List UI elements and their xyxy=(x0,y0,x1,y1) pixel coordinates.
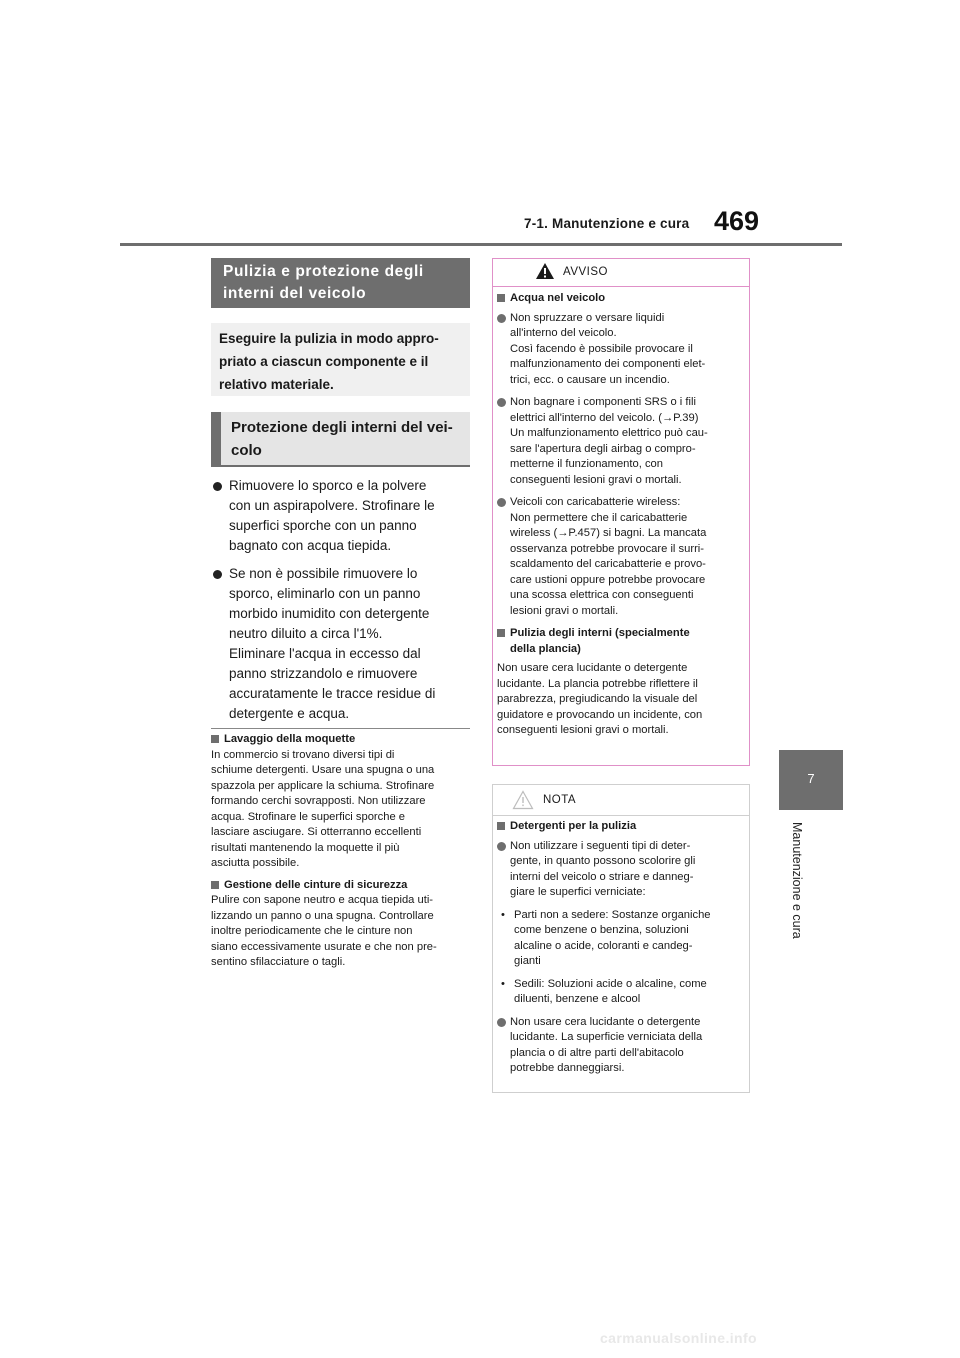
warning-line: osservanza potrebbe provocare il surri- xyxy=(510,542,705,555)
warning-subtitle-text: della plancia) xyxy=(510,642,581,655)
square-bullet-icon xyxy=(497,294,505,302)
note-line: Sedili: Soluzioni acide o alcaline, come xyxy=(514,977,707,990)
warning-subtitle-text: Pulizia degli interni (specialmente xyxy=(510,627,690,639)
bullet-line: Rimuovere lo sporco e la polvere xyxy=(229,478,427,493)
intro-line: relativo materiale. xyxy=(219,377,334,392)
square-bullet-icon xyxy=(497,629,505,637)
note-content xyxy=(497,819,745,1084)
list-item xyxy=(497,977,745,1008)
note-line: interni del veicolo o striare e danneg- xyxy=(510,870,694,883)
bullet-icon xyxy=(497,314,506,323)
warning-line: trici, ecc. o causare un incendio. xyxy=(510,373,670,386)
note-line: potrebbe danneggiarsi. xyxy=(510,1062,625,1074)
warning-line: una scossa elettrica con conseguenti xyxy=(510,589,694,601)
note-line: asciutta possibile. xyxy=(211,857,300,869)
divider xyxy=(211,728,470,729)
note-header xyxy=(493,785,749,816)
chapter-side-label xyxy=(776,822,836,1042)
note-line: lizzando un panno o una spugna. Controllare xyxy=(211,909,434,922)
bullet-line: Se non è possibile rimuovere lo xyxy=(229,566,418,581)
dash-bullet: • xyxy=(501,977,505,990)
note-line: gente, in quanto possono scolorire gli xyxy=(510,855,696,867)
note-line: risultati mantenendo la moquette il più xyxy=(211,841,400,854)
note-line: plancia o di altre parti dell'abitacolo xyxy=(510,1046,684,1059)
bullet-icon xyxy=(213,482,222,491)
note-subtitle-text: Detergenti per la pulizia xyxy=(510,820,637,832)
note-title xyxy=(211,878,471,894)
warning-paragraph xyxy=(497,661,745,739)
warning-line: Così facendo è possibile provocare il xyxy=(510,342,693,355)
note-line: lucidante. La superficie verniciata della xyxy=(510,1031,703,1043)
main-heading-line: interni del veicolo xyxy=(223,285,367,302)
sub-heading-line: colo xyxy=(231,442,262,459)
list-item xyxy=(213,564,471,724)
bullet-line: accuratamente le tracce residue di xyxy=(229,686,436,701)
dash-bullet: • xyxy=(501,908,505,921)
note-line: lasciare asciugare. Si otterranno eccellenti xyxy=(211,826,422,838)
note-line: Non usare cera lucidante o detergente xyxy=(510,1015,701,1028)
warning-line: Non bagnare i componenti SRS o i fili xyxy=(510,396,696,408)
note-line: Non utilizzare i seguenti tipi di deter- xyxy=(510,839,691,852)
note-line: formando cerchi sovrapposti. Non utilizzare xyxy=(211,795,426,807)
warning-label: AVVISO xyxy=(563,266,608,278)
sub-heading-line: Protezione degli interni del vei- xyxy=(231,419,453,436)
watermark-text: carmanualsonline.info xyxy=(600,1330,757,1346)
bullet-line: Eliminare l'acqua in eccesso dal xyxy=(229,646,421,661)
bullet-line: sporco, eliminarlo con un panno xyxy=(229,586,421,601)
list-item xyxy=(497,495,745,619)
warning-header xyxy=(493,259,749,287)
page-number: 469 xyxy=(714,206,760,236)
warning-subtitle-text: Acqua nel veicolo xyxy=(510,292,606,304)
note-title-text: Lavaggio della moquette xyxy=(224,733,356,745)
intro-line: priato a ciascun componente e il xyxy=(219,354,429,369)
warning-line: conseguenti lesioni gravi o mortali. xyxy=(497,724,669,736)
section-title: 7-1. Manutenzione e cura xyxy=(524,216,690,231)
warning-line: scaldamento del caricabatterie e provo- xyxy=(510,558,706,570)
list-item xyxy=(497,839,745,901)
note-line: giare le superfici verniciate: xyxy=(510,886,646,898)
header-rule xyxy=(120,243,842,246)
warning-line: Un malfunzionamento elettrico può cau- xyxy=(510,427,708,439)
watermark xyxy=(600,1330,940,1352)
bullet-line: con un aspirapolvere. Strofinare le xyxy=(229,498,435,513)
note-line: diluenti, benzene e alcool xyxy=(514,993,641,1005)
note-title xyxy=(211,732,471,748)
bullet-icon xyxy=(213,570,222,579)
bullet-icon xyxy=(497,398,506,407)
warning-line: all'interno del veicolo. xyxy=(510,327,617,339)
warning-line: lucidante. La plancia potrebbe riflettere il xyxy=(497,677,698,690)
bullet-line: morbido inumidito con detergente xyxy=(229,606,430,621)
intro-line: Eseguire la pulizia in modo appro- xyxy=(219,331,439,346)
main-heading xyxy=(211,258,470,308)
warning-line: Non spruzzare o versare liquidi xyxy=(510,311,665,324)
bullet-icon xyxy=(497,842,506,851)
note-line: Parti non a sedere: Sostanze organiche xyxy=(514,908,711,921)
note-subtitle xyxy=(497,819,745,835)
main-heading-line: Pulizia e protezione degli xyxy=(223,263,424,280)
warning-line: malfunzionamento dei componenti elet- xyxy=(510,358,706,370)
warning-line: sare l'apertura degli airbag o compro- xyxy=(510,442,696,455)
warning-line: conseguenti lesioni gravi o mortali. xyxy=(510,473,682,486)
note-line: acqua. Strofinare le superfici sporche e xyxy=(211,810,406,823)
warning-line: metterne il funzionamento, con xyxy=(510,458,663,470)
square-bullet-icon xyxy=(211,881,219,889)
warning-subtitle xyxy=(497,291,745,307)
bullet-icon xyxy=(497,498,506,507)
list-item xyxy=(497,311,745,389)
note-label: NOTA xyxy=(543,794,577,806)
warning-content xyxy=(497,291,745,739)
note-line: siano eccessivamente usurate e che non pre- xyxy=(211,940,437,953)
warning-line: Veicoli con caricabatterie wireless: xyxy=(510,496,681,508)
warning-line: Non permettere che il caricabatterie xyxy=(510,511,688,524)
bullet-line: bagnato con acqua tiepida. xyxy=(229,538,392,553)
list-item xyxy=(497,1015,745,1077)
note-line: schiume detergenti. Usare una spugna o una xyxy=(211,764,435,776)
bullet-line: neutro diluito a circa l'1%. xyxy=(229,626,383,641)
list-item xyxy=(497,908,745,970)
bullet-line: superfici sporche con un panno xyxy=(229,518,417,533)
warning-line: parabrezza, pregiudicando la visuale del xyxy=(497,693,698,705)
note-line: come benzene o benzina, soluzioni xyxy=(514,924,689,936)
note-line: spazzola per applicare la schiuma. Strofinare xyxy=(211,779,435,792)
note-line: Pulire con sapone neutro e acqua tiepida uti- xyxy=(211,894,434,906)
warning-line: guidatore e provocando un incidente, con xyxy=(497,708,703,721)
list-item xyxy=(497,395,745,488)
square-bullet-icon xyxy=(211,735,219,743)
warning-triangle-icon xyxy=(535,262,555,280)
bullet-line: detergente e acqua. xyxy=(229,706,350,721)
note-line: sentino sfilacciature o tagli. xyxy=(211,956,346,968)
warning-line[interactable]: elettrici all'interno del veicolo. (→P.39) xyxy=(510,411,699,424)
intro-box xyxy=(211,323,470,396)
bullet-line: panno strizzandolo e rimuovere xyxy=(229,666,418,681)
warning-line[interactable]: wireless (→P.457) si bagni. La mancata xyxy=(510,527,707,539)
note-line: In commercio si trovano diversi tipi di xyxy=(211,748,395,761)
warning-line: Non usare cera lucidante o detergente xyxy=(497,662,688,674)
warning-line: lesioni gravi o mortali. xyxy=(510,604,619,617)
chapter-tab[interactable]: 7 xyxy=(779,750,843,810)
sub-heading xyxy=(211,412,470,467)
main-bullet-list xyxy=(213,476,471,732)
caution-triangle-icon xyxy=(512,790,534,810)
note-title-text: Gestione delle cinture di sicurezza xyxy=(224,878,408,891)
note-line: alcaline o acide, coloranti e candeg- xyxy=(514,939,693,952)
info-notes xyxy=(211,732,471,971)
warning-line: care ustioni oppure potrebbe provocare xyxy=(510,573,706,586)
note-line: inoltre periodicamente che le cinture non xyxy=(211,925,413,937)
bullet-icon xyxy=(497,1018,506,1027)
note-line: gianti xyxy=(514,955,541,967)
square-bullet-icon xyxy=(497,822,505,830)
warning-subtitle xyxy=(497,626,745,657)
list-item xyxy=(213,476,471,556)
chapter-side-label-text: Manutenzione e cura xyxy=(790,822,804,939)
